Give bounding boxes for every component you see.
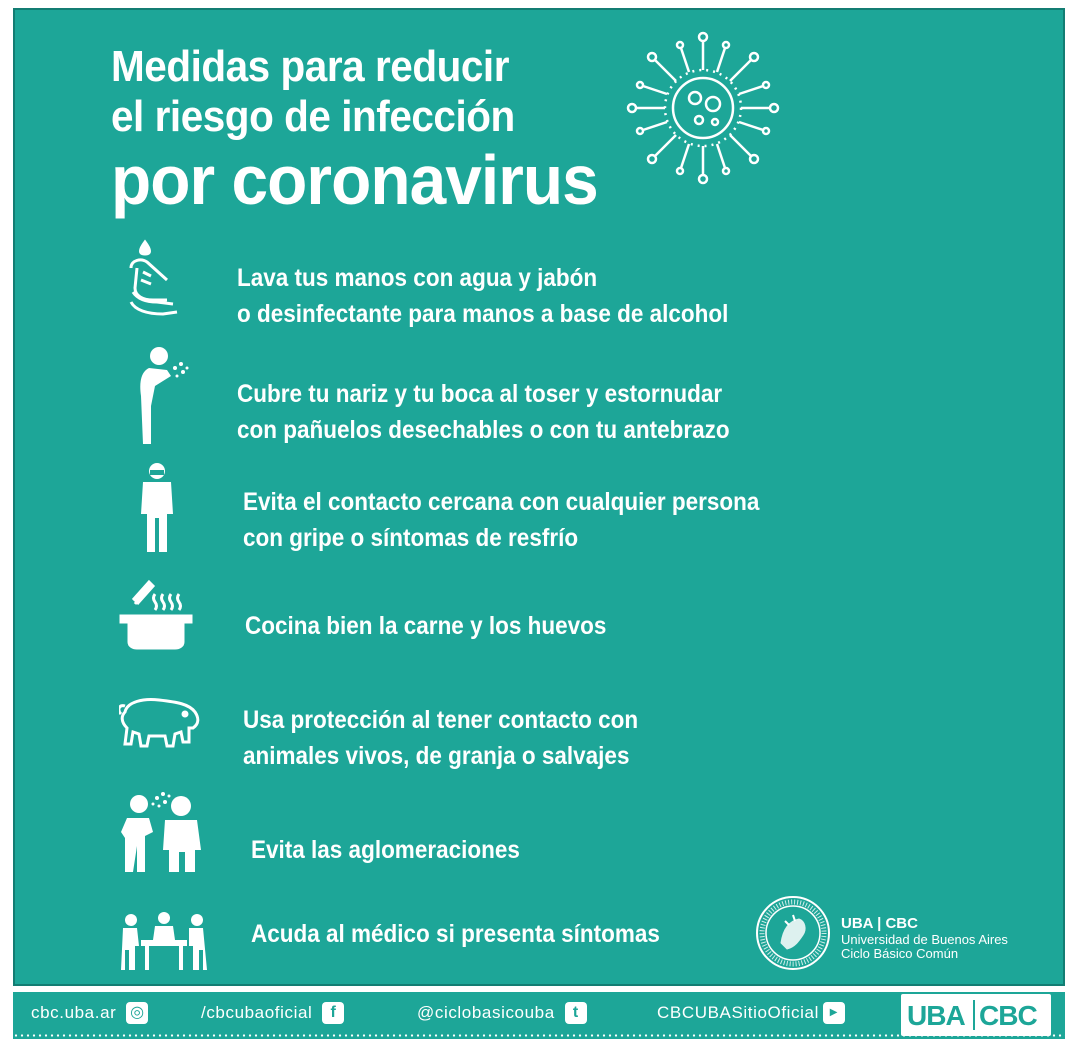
brand-divider [973,1000,975,1030]
measure-2-line-2: con pañuelos desechables o con tu antebrazo [237,416,730,444]
title-line-3: por coronavirus [111,141,598,219]
measure-5-line-1: Usa protección al tener contacto con [243,706,639,734]
uba-cbc: Ciclo Básico Común [841,946,959,961]
infographic-panel [13,8,1065,986]
website-link[interactable] [31,1002,148,1024]
twitter-text: @ciclobasicouba [417,1003,555,1022]
hand-washing-icon [123,238,187,318]
uba-cbc-brand [901,994,1051,1036]
sneeze-elbow-icon [131,346,191,446]
twitter-icon: t [565,1002,587,1024]
facebook-text: /cbcubaoficial [201,1003,313,1022]
website-text: cbc.uba.ar [31,1003,117,1022]
doctor-meeting-icon [119,910,209,972]
brand-uba: UBA [907,1000,965,1031]
pig-icon [119,692,203,752]
cooking-pot-icon [119,578,193,650]
globe-icon: ◎ [126,1002,148,1024]
measure-4-line-1: Cocina bien la carne y los huevos [245,612,607,640]
measure-7-line-1: Acuda al médico si presenta síntomas [251,920,660,948]
twitter-link[interactable] [417,1002,587,1024]
youtube-link[interactable] [657,1002,845,1024]
uba-name: UBA | CBC [841,915,918,932]
facebook-link[interactable] [201,1002,344,1024]
infographic-title [111,42,629,218]
title-line-2: el riesgo de infección [111,92,515,141]
measure-3-line-2: con gripe o síntomas de resfrío [243,524,579,552]
footer-dotted-line [13,1034,1065,1037]
university-seal-icon [755,895,831,971]
measure-5-line-2: animales vivos, de granja o salvajes [243,742,630,770]
facebook-icon: f [322,1002,344,1024]
footer-bar [13,989,1065,1039]
youtube-icon: ▶ [823,1002,845,1024]
measure-2-line-1: Cubre tu nariz y tu boca al toser y estornudar [237,380,723,408]
masked-person-icon [137,462,177,554]
uba-university: Universidad de Buenos Aires [841,932,1008,947]
measure-3-line-1: Evita el contacto cercana con cualquier persona [243,488,760,516]
measure-1-line-1: Lava tus manos con agua y jabón [237,264,598,292]
crowd-sneeze-icon [119,790,209,872]
measure-6-line-1: Evita las aglomeraciones [251,836,520,864]
youtube-text: CBCUBASitioOficial [657,1003,819,1022]
measure-1-line-2: o desinfectante para manos a base de alcohol [237,300,729,328]
virus-icon [623,28,783,188]
brand-cbc: CBC [979,1000,1037,1031]
title-line-1: Medidas para reducir [111,42,510,91]
